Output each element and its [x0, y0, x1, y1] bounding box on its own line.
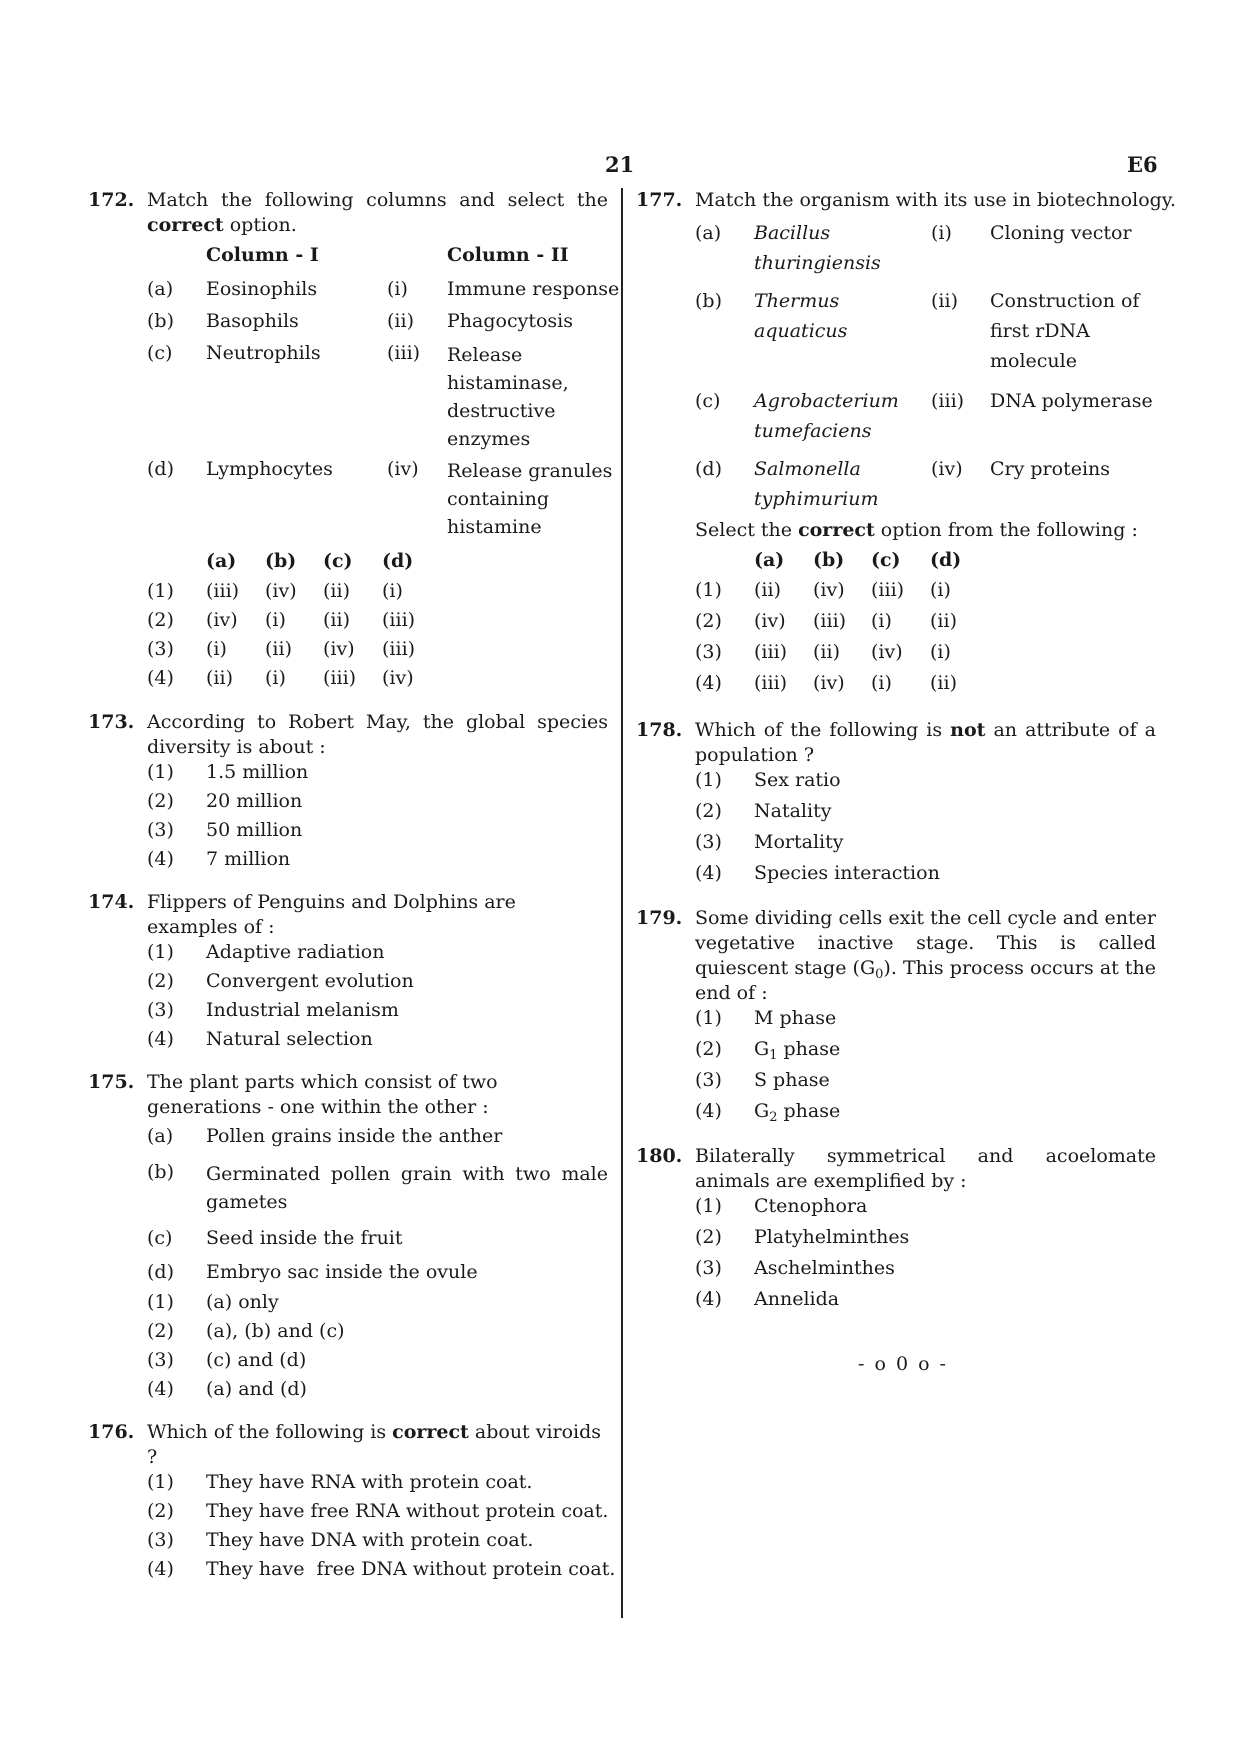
option-text: They have free RNA without protein coat. — [206, 1500, 609, 1522]
option-2[interactable] — [147, 969, 608, 998]
option-label: (2) — [695, 800, 722, 822]
question-number: 179. — [636, 907, 683, 929]
match-row-a — [147, 277, 620, 309]
answer-value: (ii) — [754, 579, 781, 601]
row-use: Cloning vector — [990, 222, 1132, 244]
option-text: (a) and (d) — [206, 1378, 307, 1400]
select-pre: Select the — [695, 519, 799, 541]
answer-header: (c) — [871, 549, 901, 571]
row-match — [447, 457, 612, 541]
option-text: Natural selection — [206, 1028, 373, 1050]
question-180 — [636, 1144, 1156, 1318]
statement-label: (b) — [147, 1161, 174, 1183]
option-1[interactable] — [695, 768, 1156, 799]
answer-header: (b) — [813, 549, 845, 571]
question-text-pre: Some dividing cells exit the cell cycle and enter vegetative inactive stage. This is called quiescent stage (G — [695, 907, 1156, 979]
paper-code: E6 — [1127, 152, 1158, 177]
option-text: They have DNA with protein coat. — [206, 1529, 534, 1551]
answer-header: (d) — [930, 549, 962, 571]
answer-option-3[interactable] — [695, 640, 1156, 671]
option-label: (3) — [695, 1069, 722, 1091]
question-number: 177. — [636, 189, 683, 211]
option-text: 7 million — [206, 848, 291, 870]
match-row-d — [147, 457, 613, 549]
option-text-pre: S phase — [754, 1069, 830, 1091]
option-label: (2) — [147, 970, 174, 992]
question-175 — [88, 1070, 608, 1406]
question-text: The plant parts which consist of two generations - one within the other : — [147, 1071, 498, 1118]
option-text-post: phase — [777, 1038, 841, 1060]
option-text — [754, 1068, 830, 1093]
option-text-post: phase — [777, 1100, 841, 1122]
option-1[interactable] — [147, 760, 608, 789]
statement-c — [147, 1226, 608, 1260]
option-text: Convergent evolution — [206, 970, 414, 992]
select-instruction — [695, 518, 1156, 548]
question-text-post: ). This process occurs at the end of : — [695, 957, 1156, 1004]
answer-option-4[interactable] — [695, 671, 1156, 702]
option-label: (2) — [147, 1500, 174, 1522]
answer-value: (iii) — [382, 638, 416, 660]
option-label: (4) — [147, 1378, 174, 1400]
answer-value: (iii) — [323, 667, 357, 689]
col2-header: Column - II — [447, 244, 569, 266]
row-match — [447, 341, 569, 453]
answer-value: (i) — [206, 638, 227, 660]
use-line: molecule — [990, 350, 1077, 372]
match-line: Release — [447, 344, 523, 366]
row-item: Lymphocytes — [206, 458, 333, 480]
row-item: Eosinophils — [206, 278, 318, 300]
option-2[interactable] — [695, 799, 1156, 830]
question-172 — [88, 188, 620, 695]
answer-option-2[interactable] — [695, 609, 1156, 640]
option-2[interactable] — [695, 1037, 1156, 1068]
answer-value: (iv) — [871, 641, 903, 663]
option-1[interactable] — [695, 1194, 1156, 1225]
answer-value: (iv) — [206, 609, 238, 631]
row-num: (iv) — [931, 458, 963, 480]
option-label: (2) — [147, 1320, 174, 1342]
row-match: Immune response — [447, 278, 620, 300]
end-mark: - o 0 o - — [858, 1353, 948, 1375]
answer-value: (ii) — [930, 610, 957, 632]
option-text — [754, 1006, 836, 1031]
answer-value: (ii) — [206, 667, 233, 689]
emphasis: correct — [798, 519, 875, 541]
option-label: (2) — [695, 610, 722, 632]
row-label: (d) — [147, 458, 174, 480]
answer-value: (iv) — [382, 667, 414, 689]
option-label: (3) — [695, 831, 722, 853]
option-label: (3) — [147, 1349, 174, 1371]
answer-value: (ii) — [323, 580, 350, 602]
option-label: (4) — [147, 1558, 174, 1580]
answer-header: (c) — [323, 550, 353, 572]
option-label: (1) — [147, 941, 174, 963]
answer-option-2[interactable] — [147, 608, 608, 637]
answer-headers — [695, 548, 1156, 578]
answer-value: (iv) — [754, 610, 786, 632]
use-line: first rDNA — [990, 320, 1090, 342]
option-label: (2) — [147, 609, 174, 631]
row-use: DNA polymerase — [990, 390, 1153, 412]
organism-line: Thermus — [754, 290, 840, 312]
row-label: (c) — [695, 390, 721, 412]
option-label: (1) — [695, 1007, 722, 1029]
option-text: (c) and (d) — [206, 1349, 307, 1371]
option-text: Industrial melanism — [206, 999, 399, 1021]
option-text: They have RNA with protein coat. — [206, 1471, 533, 1493]
row-match: Phagocytosis — [447, 310, 573, 332]
option-label: (4) — [695, 1288, 722, 1310]
option-1[interactable] — [147, 940, 608, 969]
match-row-c — [695, 386, 1156, 454]
row-label: (b) — [147, 310, 174, 332]
option-text: 50 million — [206, 819, 303, 841]
emphasis: correct — [392, 1421, 469, 1443]
row-label: (a) — [147, 278, 174, 300]
question-text: Flippers of Penguins and Dolphins are examples of : — [147, 891, 516, 938]
statement-text: Pollen grains inside the anther — [206, 1125, 503, 1147]
row-label: (b) — [695, 290, 722, 312]
answer-header: (b) — [265, 550, 297, 572]
option-3[interactable] — [147, 818, 608, 847]
answer-value: (iii) — [871, 579, 905, 601]
option-text — [754, 1099, 840, 1124]
option-1[interactable] — [147, 1290, 608, 1319]
question-text-pre: Which of the following is — [695, 719, 951, 741]
match-row-b — [695, 286, 1156, 386]
option-1[interactable] — [147, 1470, 608, 1499]
option-4[interactable] — [147, 1377, 608, 1406]
row-num: (ii) — [387, 310, 414, 332]
option-label: (1) — [147, 1471, 174, 1493]
answer-value: (iv) — [265, 580, 297, 602]
answer-value: (i) — [930, 579, 951, 601]
option-label: (4) — [695, 1100, 722, 1122]
option-text: Species interaction — [754, 862, 940, 884]
answer-value: (i) — [930, 641, 951, 663]
option-label: (2) — [695, 1226, 722, 1248]
option-4[interactable] — [695, 1287, 1156, 1318]
option-label: (4) — [695, 862, 722, 884]
question-177 — [636, 188, 1177, 702]
match-line: Release granules — [447, 460, 613, 482]
right-column — [636, 188, 1177, 1318]
answer-option-1[interactable] — [147, 579, 608, 608]
row-organism — [754, 454, 879, 514]
statement-text: Seed inside the fruit — [206, 1227, 403, 1249]
question-number: 173. — [88, 711, 135, 733]
option-4[interactable] — [695, 861, 1156, 892]
answer-value: (i) — [265, 667, 286, 689]
row-num: (iii) — [387, 342, 421, 364]
answer-value: (iii) — [754, 641, 788, 663]
option-text: Ctenophora — [754, 1195, 868, 1217]
answer-header: (d) — [382, 550, 414, 572]
question-text: According to Robert May, the global species diversity is about : — [147, 711, 608, 758]
row-item: Neutrophils — [206, 342, 321, 364]
question-text: Bilaterally symmetrical and acoelomate animals are exemplified by : — [695, 1145, 1156, 1192]
answer-value: (iii) — [754, 672, 788, 694]
answer-value: (ii) — [323, 609, 350, 631]
organism-line: Agrobacterium — [754, 390, 899, 412]
row-label: (d) — [695, 458, 722, 480]
match-row-a — [695, 218, 1156, 286]
organism-line: aquaticus — [754, 320, 848, 342]
emphasis: not — [950, 719, 986, 741]
option-2[interactable] — [147, 1319, 608, 1348]
organism-line: Salmonella — [754, 458, 861, 480]
answer-value: (ii) — [930, 672, 957, 694]
answer-value: (iii) — [813, 610, 847, 632]
answer-headers — [147, 549, 608, 579]
option-text — [754, 1037, 840, 1062]
option-label: (3) — [147, 638, 174, 660]
option-label: (1) — [695, 769, 722, 791]
match-row-b — [147, 309, 608, 341]
question-text-cont — [147, 213, 608, 238]
option-4[interactable] — [147, 847, 608, 876]
row-use — [990, 286, 1139, 376]
option-label: (4) — [147, 1028, 174, 1050]
answer-value: (iii) — [382, 609, 416, 631]
col1-header: Column - I — [206, 244, 319, 266]
statement-d — [147, 1260, 608, 1290]
row-organism — [754, 386, 899, 446]
option-text: Sex ratio — [754, 769, 841, 791]
select-post: option from the following : — [874, 519, 1138, 541]
row-use: Cry proteins — [990, 458, 1111, 480]
option-4[interactable] — [147, 1557, 616, 1586]
option-label: (1) — [147, 761, 174, 783]
match-row-c — [147, 341, 608, 457]
question-text — [695, 718, 1156, 768]
option-3[interactable] — [695, 1256, 1156, 1287]
statement-label: (a) — [147, 1125, 174, 1147]
row-organism — [754, 218, 881, 278]
question-number: 172. — [88, 189, 135, 211]
answer-option-1[interactable] — [695, 578, 1156, 609]
option-label: (2) — [147, 790, 174, 812]
statement-text: Embryo sac inside the ovule — [206, 1261, 478, 1283]
left-column — [88, 188, 620, 1586]
organism-line: typhimurium — [754, 488, 879, 510]
question-number: 174. — [88, 891, 135, 913]
option-text: 1.5 million — [206, 761, 309, 783]
option-text: (a) only — [206, 1291, 279, 1313]
match-row-d — [695, 454, 1156, 518]
organism-line: Bacillus — [754, 222, 831, 244]
question-179 — [636, 906, 1156, 1130]
answer-value: (iv) — [813, 579, 845, 601]
option-text-pre: G — [754, 1038, 770, 1060]
option-text: Adaptive radiation — [206, 941, 385, 963]
answer-value: (iv) — [323, 638, 355, 660]
option-label: (3) — [147, 1529, 174, 1551]
statement-label: (d) — [147, 1261, 174, 1283]
organism-line: tumefaciens — [754, 420, 872, 442]
option-label: (4) — [147, 848, 174, 870]
row-label: (a) — [695, 222, 722, 244]
answer-value: (i) — [871, 672, 892, 694]
match-line: containing — [447, 488, 550, 510]
option-2[interactable] — [695, 1225, 1156, 1256]
question-text: Match the following columns and select the — [147, 189, 608, 211]
answer-value: (i) — [382, 580, 403, 602]
option-3[interactable] — [695, 1068, 1156, 1099]
option-text-pre: M phase — [754, 1007, 837, 1029]
option-text-pre: G — [754, 1100, 770, 1122]
answer-option-4[interactable] — [147, 666, 608, 695]
option-text: 20 million — [206, 790, 303, 812]
option-label: (2) — [695, 1038, 722, 1060]
row-organism — [754, 286, 847, 346]
answer-header: (a) — [754, 549, 785, 571]
option-text: Platyhelminthes — [754, 1226, 910, 1248]
question-text — [147, 1420, 608, 1470]
option-3[interactable] — [147, 1348, 608, 1377]
option-1[interactable] — [695, 1006, 1156, 1037]
answer-value: (i) — [871, 610, 892, 632]
row-num: (i) — [387, 278, 408, 300]
question-text-post: an attribute of a population ? — [695, 719, 1156, 766]
subscript: 1 — [769, 1048, 778, 1063]
option-2[interactable] — [147, 1499, 608, 1528]
option-text: Annelida — [754, 1288, 840, 1310]
question-text-pre: Which of the following is — [147, 1421, 393, 1443]
statement-b — [147, 1160, 608, 1226]
option-text: Mortality — [754, 831, 844, 853]
option-3[interactable] — [695, 830, 1156, 861]
statement-text: Germinated pollen grain with two male gametes — [206, 1163, 608, 1213]
option-4[interactable] — [695, 1099, 1156, 1130]
option-text: They have free DNA without protein coat. — [206, 1558, 616, 1580]
option-3[interactable] — [147, 998, 608, 1027]
row-num: (i) — [931, 222, 952, 244]
option-text: Natality — [754, 800, 832, 822]
option-label: (3) — [147, 819, 174, 841]
answer-value: (iv) — [813, 672, 845, 694]
question-text-rest: option. — [223, 214, 297, 236]
option-label: (4) — [695, 672, 722, 694]
match-line: enzymes — [447, 428, 531, 450]
answer-value: (ii) — [265, 638, 292, 660]
question-number: 176. — [88, 1421, 135, 1443]
column-headers — [147, 243, 608, 277]
column-divider — [621, 188, 623, 1618]
option-4[interactable] — [147, 1027, 608, 1056]
subscript: 2 — [769, 1110, 778, 1125]
option-label: (3) — [695, 641, 722, 663]
row-label: (c) — [147, 342, 173, 364]
subscript: 0 — [875, 967, 884, 982]
option-label: (1) — [695, 579, 722, 601]
question-174 — [88, 890, 608, 1056]
match-line: histaminase, — [447, 372, 569, 394]
question-173 — [88, 710, 608, 876]
row-num: (iii) — [931, 390, 965, 412]
option-label: (1) — [147, 1291, 174, 1313]
option-label: (4) — [147, 667, 174, 689]
option-text: Aschelminthes — [754, 1257, 895, 1279]
answer-value: (ii) — [813, 641, 840, 663]
answer-value: (iii) — [206, 580, 240, 602]
option-label: (1) — [147, 580, 174, 602]
organism-line: thuringiensis — [754, 252, 881, 274]
option-2[interactable] — [147, 789, 608, 818]
question-text-post: about viroids ? — [147, 1421, 602, 1468]
question-number: 178. — [636, 719, 683, 741]
page-number: 21 — [605, 152, 635, 177]
answer-header: (a) — [206, 550, 237, 572]
row-item: Basophils — [206, 310, 299, 332]
emphasis: correct — [147, 214, 224, 236]
question-176 — [88, 1420, 616, 1586]
question-number: 175. — [88, 1071, 135, 1093]
row-num: (iv) — [387, 458, 419, 480]
match-line: histamine — [447, 516, 542, 538]
option-label: (3) — [695, 1257, 722, 1279]
use-line: Construction of — [990, 290, 1140, 312]
option-label: (1) — [695, 1195, 722, 1217]
question-number: 180. — [636, 1145, 683, 1167]
answer-value: (i) — [265, 609, 286, 631]
option-label: (3) — [147, 999, 174, 1021]
statement-a — [147, 1124, 608, 1160]
question-text: Match the organism with its use in biotechnology. — [695, 189, 1177, 211]
option-text: (a), (b) and (c) — [206, 1320, 345, 1342]
question-178 — [636, 718, 1156, 892]
row-num: (ii) — [931, 290, 958, 312]
answer-option-3[interactable] — [147, 637, 608, 666]
statement-label: (c) — [147, 1227, 173, 1249]
option-3[interactable] — [147, 1528, 608, 1557]
match-line: destructive — [447, 400, 556, 422]
question-text — [695, 906, 1156, 1006]
